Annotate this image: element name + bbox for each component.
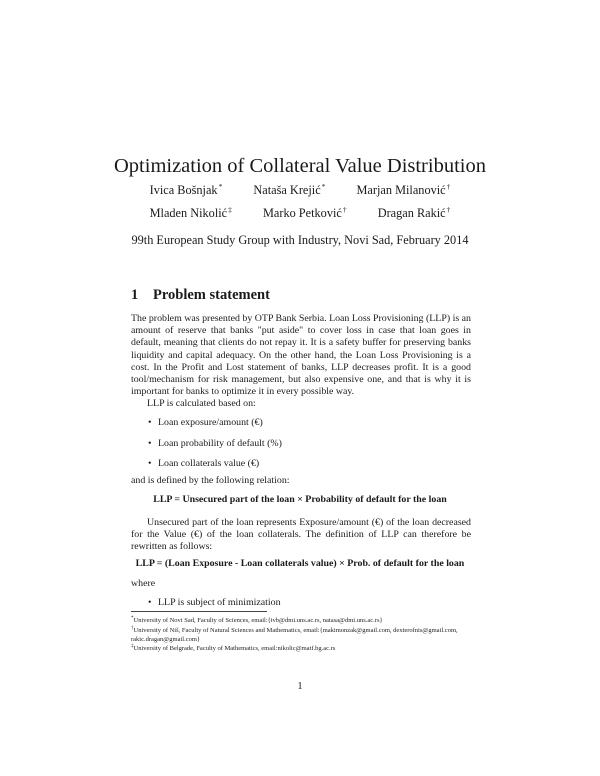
author [253,182,325,198]
author [263,205,347,221]
author [150,205,232,221]
list-item-text: Loan collaterals value (€) [158,458,260,469]
author-row-1 [0,182,600,198]
list-item-text: LLP is subject of minimization [158,597,281,608]
section-number: 1 [131,287,139,303]
paragraph-intro: The problem was presented by OTP Bank Serbia. Loan Loss Provisioning (LLP) is an amount of reserve that banks "put aside" to cover loss in case that loan goes in default, meaning that clients do not repay it. It is a safety buffer for preserving banks liquidity and capital adequacy. On the other hand, the Loan Loss Provisioning is a cost. In the Profit and Lost statement of banks, LLP decreases profit. It is a good tool/mechanism for risk management, but also expensive one, and that is why it is important for banks to optimize it in every possible way. [131,313,471,398]
paragraph-unsecured: Unsecured part of the loan represents Exposure/amount (€) of the loan decreased for the Value (€) of the loan collaterals. The definition of LLP can therefore be rewritten as follows: [131,517,471,553]
affiliation-mark: † [342,205,347,214]
affiliation-mark: * [321,182,326,191]
footnote-mark: † [131,626,134,631]
paragraph-llp-calculated: LLP is calculated based on: [147,398,256,409]
author-name: Marko Petković [262,206,342,220]
bullet-icon: • [148,417,152,428]
list-item-text: Loan exposure/amount (€) [158,417,263,428]
footnote [131,615,471,626]
bullet-icon: • [148,458,152,469]
footnote-text: University of Novi Sad, Faculty of Sciences, email:{ivb@dmi.uns.ac.rs, natasa@dmi.uns.ac.rs} [133,617,383,624]
event-line: 99th European Study Group with Industry, Novi Sad, February 2014 [131,233,469,247]
author [357,182,451,198]
affiliation-mark: † [446,205,451,214]
affiliation-mark: ‡ [228,205,232,214]
author-name: Mladen Nikolić [149,206,228,220]
footnote [131,643,471,654]
affiliation-mark: † [446,182,451,191]
footnote-mark: ‡ [131,644,134,649]
paragraph-where: where [131,578,156,589]
author-name: Nataša Krejić [253,183,321,197]
bullet-icon: • [148,437,152,449]
section-heading [131,287,270,304]
author-row-2 [0,205,600,221]
author-name: Ivica Bošnjak [149,183,218,197]
paper-title: Optimization of Collateral Value Distribution [114,155,486,177]
author-name: Dragan Rakić [377,206,446,220]
list-item-text: Loan probability of default (%) [158,437,282,449]
footnote-divider [131,611,267,612]
author [378,205,451,221]
formula-llp: LLP = Unsecured part of the loan × Probability of default for the loan [153,494,447,505]
author [150,182,223,198]
footnote-text: University of Belgrade, Faculty of Mathematics, email:nikolic@matf.bg.ac.rs [133,645,336,652]
author-name: Marjan Milanović [356,183,446,197]
page-number: 1 [297,681,303,692]
section-title: Problem statement [153,287,270,303]
affiliation-mark: * [218,182,223,191]
footnote-mark: * [131,616,134,621]
footnote-text: University of Niš, Faculty of Natural Sciences and Mathematics, email:{makimonzak@gmail.com, dexterofnis@gmail.com, rakic.dragan@gmail.com} [131,627,458,643]
paragraph-relation-intro: and is defined by the following relation: [131,475,290,486]
bullet-icon: • [148,597,152,608]
footnote [131,625,471,644]
formula-llp-rewritten: LLP = (Loan Exposure - Loan collaterals value) × Prob. of default for the loan [135,558,465,569]
